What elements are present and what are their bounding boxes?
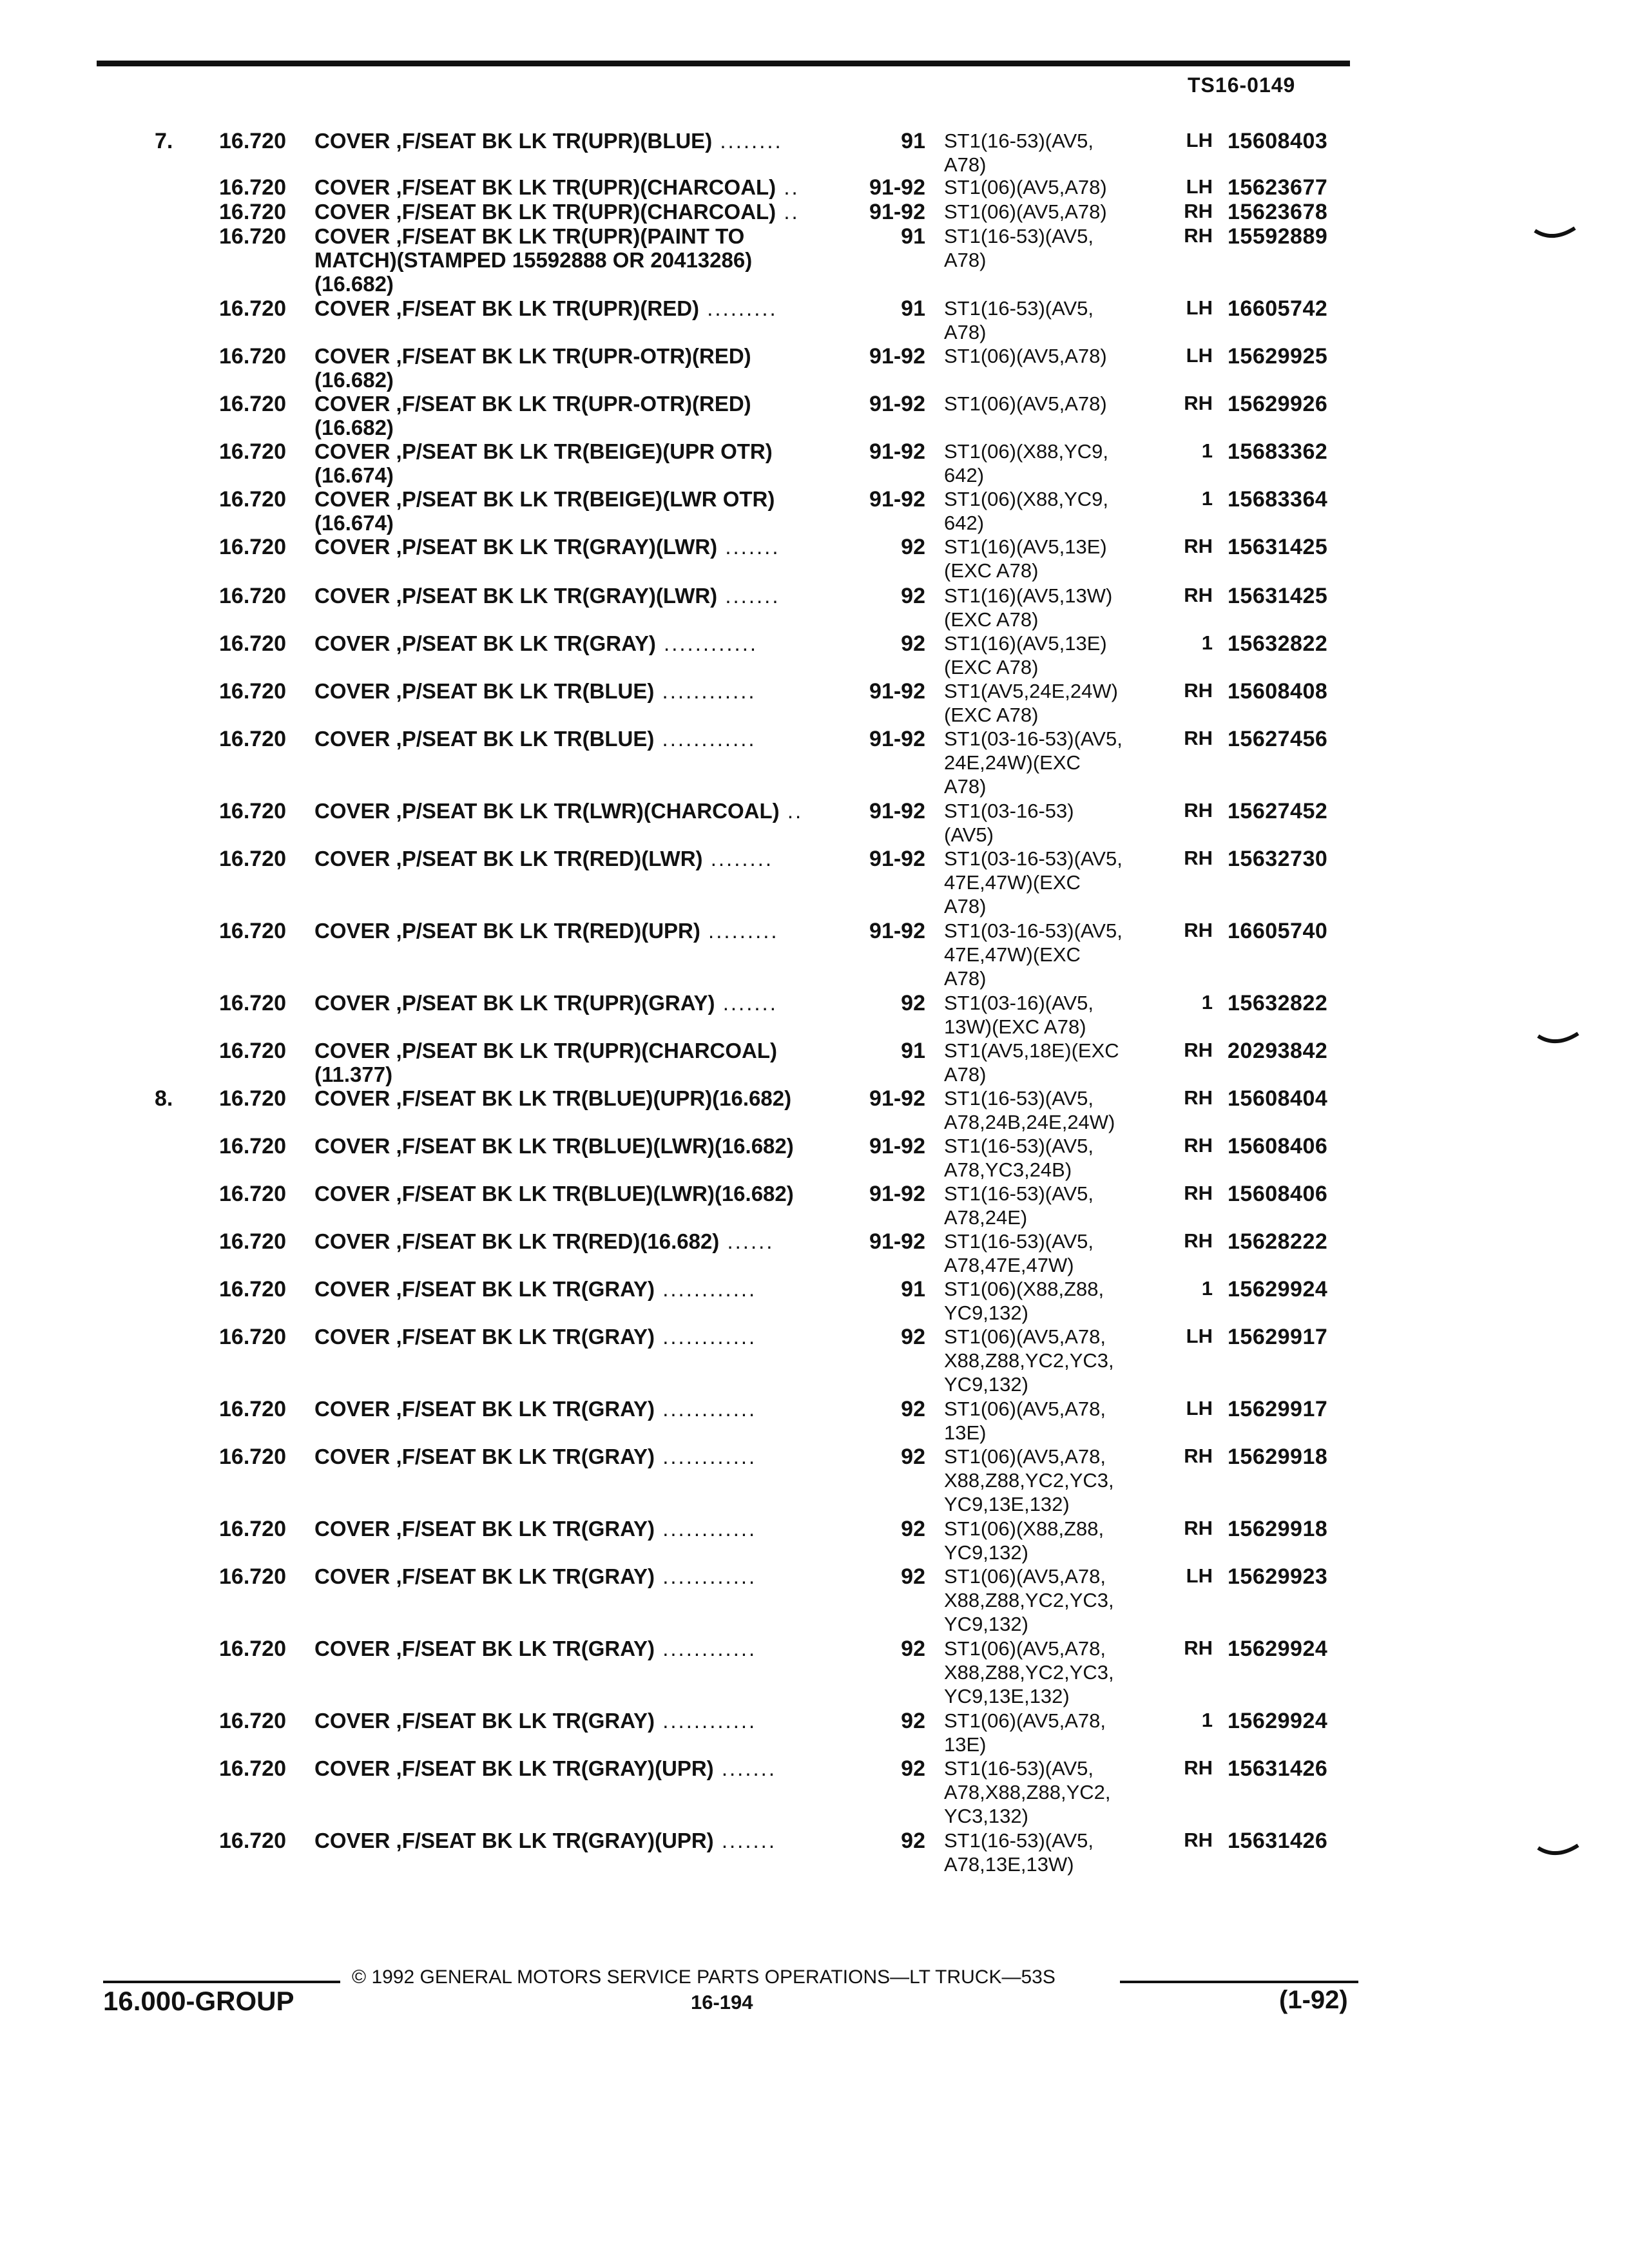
- part-description: [314, 1086, 856, 1110]
- group-number: 16.720: [219, 1756, 286, 1781]
- quantity: LH: [1186, 296, 1213, 319]
- part-description: [314, 1039, 856, 1086]
- group-number: 16.720: [219, 1325, 286, 1349]
- group-number: 16.720: [219, 487, 286, 512]
- ref-number: 8.: [155, 1086, 173, 1111]
- part-number: 15629923: [1228, 1564, 1328, 1589]
- quantity: 1: [1201, 631, 1213, 654]
- part-number: 15629918: [1228, 1445, 1328, 1469]
- group-number: 16.720: [219, 1229, 286, 1254]
- leader-dots: .......: [717, 584, 780, 608]
- model-years: 91-92: [869, 679, 925, 704]
- model-years: 91-92: [869, 847, 925, 871]
- model-years: 91: [901, 1039, 925, 1063]
- model-years: 91: [901, 224, 925, 249]
- group-number: 16.720: [219, 1709, 286, 1733]
- model-applicability: ST1(16-53)(AV5, A78,YC3,24B): [944, 1135, 1094, 1181]
- quantity: RH: [1184, 1086, 1213, 1109]
- part-number: 15632730: [1228, 847, 1328, 871]
- part-description: [314, 224, 856, 296]
- quantity: RH: [1184, 535, 1213, 557]
- part-number: 15608406: [1228, 1134, 1328, 1158]
- part-number: 15631425: [1228, 535, 1328, 559]
- group-number: 16.720: [219, 296, 286, 321]
- model-applicability: ST1(16-53)(AV5, A78,13E,13W): [944, 1829, 1094, 1876]
- group-number: 16.720: [219, 439, 286, 464]
- part-description: [314, 847, 856, 870]
- part-number: 15629925: [1228, 344, 1328, 369]
- description-text: COVER ,F/SEAT BK LK TR(GRAY): [314, 1277, 655, 1301]
- model-applicability: ST1(03-16-53)(AV5, 47E,47W)(EXC A78): [944, 847, 1123, 918]
- leader-dots: .......: [713, 1829, 777, 1852]
- part-number: 15629924: [1228, 1637, 1328, 1661]
- quantity: LH: [1186, 1397, 1213, 1419]
- part-number: 15592889: [1228, 224, 1328, 249]
- binder-mark-icon: [1537, 1843, 1579, 1860]
- model-years: 91-92: [869, 1134, 925, 1158]
- model-years: 91: [901, 296, 925, 321]
- leader-dots: .........: [699, 296, 778, 320]
- leader-dots: ............: [655, 1445, 757, 1468]
- group-number: 16.720: [219, 535, 286, 559]
- quantity: RH: [1184, 584, 1213, 606]
- quantity: RH: [1184, 392, 1213, 414]
- model-years: 92: [901, 631, 925, 656]
- description-text: COVER ,P/SEAT BK LK TR(RED)(UPR): [314, 919, 700, 943]
- description-text: COVER ,F/SEAT BK LK TR(UPR-OTR)(RED) (16.682): [314, 392, 751, 439]
- model-applicability: ST1(03-16-53)(AV5, 24E,24W)(EXC A78): [944, 727, 1123, 798]
- part-description: [314, 1637, 856, 1660]
- part-description: [314, 535, 856, 559]
- description-text: COVER ,F/SEAT BK LK TR(GRAY): [314, 1445, 655, 1468]
- quantity: RH: [1184, 799, 1213, 822]
- group-number: 16.720: [219, 1277, 286, 1302]
- model-years: 92: [901, 1709, 925, 1733]
- model-applicability: ST1(06)(AV5,A78, 13E): [944, 1398, 1106, 1444]
- footer-rule-right: [1120, 1981, 1358, 1983]
- leader-dots: ............: [655, 631, 758, 655]
- part-number: 15608404: [1228, 1086, 1328, 1111]
- part-description: [314, 487, 856, 535]
- description-text: COVER ,F/SEAT BK LK TR(BLUE)(LWR)(16.682): [314, 1182, 794, 1206]
- description-text: COVER ,F/SEAT BK LK TR(GRAY): [314, 1325, 655, 1349]
- model-applicability: ST1(06)(X88,YC9, 642): [944, 440, 1108, 486]
- part-description: [314, 631, 856, 655]
- model-applicability: ST1(16)(AV5,13E) (EXC A78): [944, 535, 1107, 582]
- part-description: [314, 1397, 856, 1421]
- quantity: RH: [1184, 1637, 1213, 1659]
- model-years: 92: [901, 1637, 925, 1661]
- leader-dots: ............: [655, 1637, 757, 1660]
- description-text: COVER ,P/SEAT BK LK TR(UPR)(GRAY): [314, 991, 715, 1015]
- quantity: 1: [1201, 1709, 1213, 1731]
- quantity: LH: [1186, 344, 1213, 367]
- part-description: [314, 919, 856, 943]
- part-description: [314, 1709, 856, 1733]
- description-text: COVER ,P/SEAT BK LK TR(BLUE): [314, 679, 655, 703]
- part-number: 15631425: [1228, 584, 1328, 608]
- model-applicability: ST1(06)(AV5,A78, X88,Z88,YC2,YC3, YC9,132): [944, 1325, 1114, 1396]
- quantity: RH: [1184, 847, 1213, 869]
- model-applicability: ST1(06)(X88,Z88, YC9,132): [944, 1278, 1104, 1324]
- quantity: RH: [1184, 1756, 1213, 1779]
- part-description: [314, 1517, 856, 1541]
- model-applicability: ST1(16-53)(AV5, A78,24E): [944, 1182, 1094, 1229]
- quantity: LH: [1186, 175, 1213, 198]
- model-years: 91-92: [869, 727, 925, 751]
- description-text: COVER ,F/SEAT BK LK TR(UPR)(CHARCOAL): [314, 175, 776, 199]
- leader-dots: .........: [700, 919, 779, 943]
- part-description: [314, 1229, 856, 1253]
- group-number: 16.720: [219, 344, 286, 369]
- group-number: 16.720: [219, 1397, 286, 1421]
- model-years: 92: [901, 1325, 925, 1349]
- leader-dots: ..: [776, 200, 800, 224]
- part-number: 15683362: [1228, 439, 1328, 464]
- group-number: 16.720: [219, 1086, 286, 1111]
- model-years: 91: [901, 129, 925, 153]
- group-number: 16.720: [219, 175, 286, 200]
- quantity: RH: [1184, 1445, 1213, 1467]
- group-number: 16.720: [219, 679, 286, 704]
- quantity: LH: [1186, 1325, 1213, 1347]
- part-number: 15631426: [1228, 1829, 1328, 1853]
- footer-page-number: 16-194: [691, 1991, 753, 2013]
- model-years: 92: [901, 584, 925, 608]
- leader-dots: .......: [713, 1756, 777, 1780]
- part-description: [314, 439, 856, 487]
- model-years: 91-92: [869, 1229, 925, 1254]
- model-years: 91-92: [869, 1182, 925, 1206]
- model-applicability: ST1(06)(AV5,A78, X88,Z88,YC2,YC3, YC9,132): [944, 1565, 1114, 1635]
- description-text: COVER ,F/SEAT BK LK TR(GRAY): [314, 1517, 655, 1541]
- model-years: 92: [901, 991, 925, 1015]
- group-number: 16.720: [219, 1517, 286, 1541]
- leader-dots: ............: [654, 679, 757, 703]
- model-applicability: ST1(16-53)(AV5, A78): [944, 225, 1094, 271]
- part-description: [314, 1277, 856, 1301]
- group-number: 16.720: [219, 799, 286, 823]
- description-text: COVER ,F/SEAT BK LK TR(UPR)(BLUE): [314, 129, 713, 153]
- description-text: COVER ,F/SEAT BK LK TR(BLUE)(LWR)(16.682): [314, 1134, 794, 1158]
- leader-dots: ............: [654, 727, 757, 751]
- part-description: [314, 1829, 856, 1852]
- model-applicability: ST1(16-53)(AV5, A78): [944, 297, 1094, 343]
- description-text: COVER ,F/SEAT BK LK TR(UPR)(PAINT TO MATCH)(STAMPED 15592888 OR 20413286) (16.682): [314, 224, 753, 296]
- model-applicability: ST1(16-53)(AV5, A78,47E,47W): [944, 1230, 1094, 1276]
- model-years: 92: [901, 1829, 925, 1853]
- part-description: [314, 344, 856, 392]
- group-number: 16.720: [219, 1829, 286, 1853]
- model-years: 92: [901, 535, 925, 559]
- part-number: 15632822: [1228, 631, 1328, 656]
- description-text: COVER ,F/SEAT BK LK TR(BLUE)(UPR)(16.682): [314, 1086, 792, 1110]
- group-number: 16.720: [219, 847, 286, 871]
- model-years: 91-92: [869, 175, 925, 200]
- quantity: RH: [1184, 727, 1213, 749]
- description-text: COVER ,P/SEAT BK LK TR(GRAY): [314, 631, 656, 655]
- quantity: RH: [1184, 1182, 1213, 1204]
- part-description: [314, 1756, 856, 1780]
- leader-dots: ......: [719, 1229, 775, 1253]
- quantity: RH: [1184, 919, 1213, 941]
- model-years: 91: [901, 1277, 925, 1302]
- description-text: COVER ,P/SEAT BK LK TR(BEIGE)(UPR OTR) (16.674): [314, 439, 773, 487]
- group-number: 16.720: [219, 631, 286, 656]
- leader-dots: ..: [779, 799, 804, 823]
- description-text: COVER ,P/SEAT BK LK TR(RED)(LWR): [314, 847, 703, 870]
- quantity: RH: [1184, 200, 1213, 222]
- description-text: COVER ,F/SEAT BK LK TR(GRAY): [314, 1564, 655, 1588]
- part-description: [314, 296, 856, 320]
- quantity: RH: [1184, 1039, 1213, 1061]
- part-description: [314, 175, 856, 199]
- model-years: 91-92: [869, 200, 925, 224]
- model-applicability: ST1(06)(AV5,A78): [944, 392, 1107, 415]
- model-applicability: ST1(AV5,18E)(EXC A78): [944, 1039, 1119, 1086]
- part-description: [314, 1445, 856, 1468]
- part-description: [314, 392, 856, 439]
- part-number: 20293842: [1228, 1039, 1328, 1063]
- group-number: 16.720: [219, 224, 286, 249]
- description-text: COVER ,F/SEAT BK LK TR(RED)(16.682): [314, 1229, 720, 1253]
- part-number: 15623677: [1228, 175, 1328, 200]
- quantity: RH: [1184, 1134, 1213, 1157]
- binder-mark-icon: [1537, 1031, 1579, 1048]
- model-applicability: ST1(03-16-53)(AV5, 47E,47W)(EXC A78): [944, 919, 1123, 990]
- part-number: 16605740: [1228, 919, 1328, 943]
- description-text: COVER ,P/SEAT BK LK TR(UPR)(CHARCOAL) (11.377): [314, 1039, 778, 1086]
- group-number: 16.720: [219, 1039, 286, 1063]
- group-number: 16.720: [219, 129, 286, 153]
- quantity: RH: [1184, 679, 1213, 702]
- description-text: COVER ,F/SEAT BK LK TR(UPR-OTR)(RED) (16.682): [314, 344, 751, 392]
- description-text: COVER ,P/SEAT BK LK TR(BEIGE)(LWR OTR) (16.674): [314, 487, 775, 535]
- model-applicability: ST1(06)(AV5,A78, X88,Z88,YC2,YC3, YC9,13E,132): [944, 1445, 1114, 1515]
- group-number: 16.720: [219, 991, 286, 1015]
- part-number: 15627452: [1228, 799, 1328, 823]
- part-number: 15629924: [1228, 1709, 1328, 1733]
- description-text: COVER ,P/SEAT BK LK TR(LWR)(CHARCOAL): [314, 799, 780, 823]
- description-text: COVER ,F/SEAT BK LK TR(GRAY)(UPR): [314, 1829, 714, 1852]
- model-years: 91-92: [869, 392, 925, 416]
- model-applicability: ST1(06)(X88,YC9, 642): [944, 488, 1108, 534]
- part-description: [314, 679, 856, 703]
- part-number: 15683364: [1228, 487, 1328, 512]
- leader-dots: ............: [655, 1397, 757, 1421]
- part-description: [314, 1325, 856, 1349]
- part-number: 15631426: [1228, 1756, 1328, 1781]
- model-applicability: ST1(16-53)(AV5, A78,24B,24E,24W): [944, 1087, 1115, 1133]
- part-description: [314, 799, 856, 823]
- quantity: RH: [1184, 1517, 1213, 1539]
- model-years: 91-92: [869, 799, 925, 823]
- model-applicability: ST1(AV5,24E,24W) (EXC A78): [944, 680, 1118, 726]
- group-number: 16.720: [219, 1637, 286, 1661]
- model-years: 92: [901, 1517, 925, 1541]
- model-applicability: ST1(16-53)(AV5, A78): [944, 130, 1094, 176]
- model-years: 92: [901, 1397, 925, 1421]
- leader-dots: ............: [655, 1277, 757, 1301]
- binder-mark-icon: [1534, 226, 1576, 242]
- model-years: 91-92: [869, 919, 925, 943]
- model-applicability: ST1(03-16-53) (AV5): [944, 800, 1074, 846]
- model-applicability: ST1(16-53)(AV5, A78,X88,Z88,YC2, YC3,132): [944, 1757, 1111, 1827]
- quantity: 1: [1201, 487, 1213, 510]
- part-description: [314, 584, 856, 608]
- model-applicability: ST1(06)(AV5,A78): [944, 200, 1107, 223]
- part-number: 15632822: [1228, 991, 1328, 1015]
- part-description: [314, 1182, 856, 1206]
- description-text: COVER ,F/SEAT BK LK TR(UPR)(RED): [314, 296, 700, 320]
- footer-date-code: (1-92): [1279, 1986, 1348, 2014]
- model-applicability: ST1(06)(AV5,A78, X88,Z88,YC2,YC3, YC9,13E,132): [944, 1637, 1114, 1707]
- group-number: 16.720: [219, 1564, 286, 1589]
- model-applicability: ST1(16)(AV5,13E) (EXC A78): [944, 632, 1107, 678]
- part-number: 15627456: [1228, 727, 1328, 751]
- group-number: 16.720: [219, 392, 286, 416]
- part-description: [314, 129, 856, 153]
- part-description: [314, 1564, 856, 1588]
- group-number: 16.720: [219, 200, 286, 224]
- description-text: COVER ,F/SEAT BK LK TR(GRAY): [314, 1637, 655, 1660]
- leader-dots: ........: [712, 129, 783, 153]
- description-text: COVER ,P/SEAT BK LK TR(GRAY)(LWR): [314, 535, 718, 559]
- quantity: 1: [1201, 991, 1213, 1014]
- footer-group-label: 16.000-GROUP: [103, 1986, 294, 2016]
- footer-copyright: © 1992 GENERAL MOTORS SERVICE PARTS OPERATIONS—LT TRUCK—53S: [352, 1966, 1055, 1988]
- part-number: 15608406: [1228, 1182, 1328, 1206]
- description-text: COVER ,F/SEAT BK LK TR(GRAY): [314, 1397, 655, 1421]
- description-text: COVER ,P/SEAT BK LK TR(BLUE): [314, 727, 655, 751]
- leader-dots: ............: [655, 1517, 757, 1541]
- description-text: COVER ,F/SEAT BK LK TR(UPR)(CHARCOAL): [314, 200, 776, 224]
- leader-dots: ..: [776, 175, 800, 199]
- part-description: [314, 200, 856, 224]
- group-number: 16.720: [219, 584, 286, 608]
- leader-dots: ............: [655, 1564, 757, 1588]
- model-applicability: ST1(06)(AV5,A78): [944, 345, 1107, 367]
- model-years: 91-92: [869, 487, 925, 512]
- part-number: 15629926: [1228, 392, 1328, 416]
- description-text: COVER ,F/SEAT BK LK TR(GRAY): [314, 1709, 655, 1733]
- model-years: 92: [901, 1756, 925, 1781]
- part-number: 15628222: [1228, 1229, 1328, 1254]
- group-number: 16.720: [219, 727, 286, 751]
- part-description: [314, 991, 856, 1015]
- leader-dots: ............: [655, 1709, 757, 1733]
- ref-number: 7.: [155, 129, 173, 153]
- part-number: 15629918: [1228, 1517, 1328, 1541]
- leader-dots: .......: [715, 991, 778, 1015]
- group-number: 16.720: [219, 1445, 286, 1469]
- model-years: 92: [901, 1564, 925, 1589]
- quantity: RH: [1184, 1229, 1213, 1252]
- description-text: COVER ,P/SEAT BK LK TR(GRAY)(LWR): [314, 584, 718, 608]
- quantity: 1: [1201, 439, 1213, 462]
- description-text: COVER ,F/SEAT BK LK TR(GRAY)(UPR): [314, 1756, 714, 1780]
- group-number: 16.720: [219, 1182, 286, 1206]
- quantity: RH: [1184, 224, 1213, 247]
- leader-dots: ............: [655, 1325, 757, 1349]
- model-applicability: ST1(03-16)(AV5, 13W)(EXC A78): [944, 992, 1094, 1038]
- group-number: 16.720: [219, 919, 286, 943]
- part-description: [314, 1134, 856, 1158]
- page-code: TS16-0149: [1188, 73, 1296, 97]
- part-description: [314, 727, 856, 751]
- part-number: 15629917: [1228, 1397, 1328, 1421]
- quantity: LH: [1186, 129, 1213, 151]
- model-years: 91-92: [869, 1086, 925, 1111]
- quantity: RH: [1184, 1829, 1213, 1851]
- leader-dots: .......: [717, 535, 780, 559]
- part-number: 15608408: [1228, 679, 1328, 704]
- model-years: 91-92: [869, 344, 925, 369]
- part-number: 15629924: [1228, 1277, 1328, 1302]
- model-applicability: ST1(06)(AV5,A78): [944, 176, 1107, 198]
- model-applicability: ST1(06)(X88,Z88, YC9,132): [944, 1517, 1104, 1564]
- group-number: 16.720: [219, 1134, 286, 1158]
- leader-dots: ........: [702, 847, 774, 870]
- quantity: LH: [1186, 1564, 1213, 1587]
- footer-rule-left: [103, 1981, 340, 1983]
- model-applicability: ST1(06)(AV5,A78, 13E): [944, 1709, 1106, 1756]
- model-years: 91-92: [869, 439, 925, 464]
- model-years: 92: [901, 1445, 925, 1469]
- part-number: 16605742: [1228, 296, 1328, 321]
- part-number: 15629917: [1228, 1325, 1328, 1349]
- model-applicability: ST1(16)(AV5,13W) (EXC A78): [944, 584, 1113, 631]
- quantity: 1: [1201, 1277, 1213, 1300]
- part-number: 15608403: [1228, 129, 1328, 153]
- part-number: 15623678: [1228, 200, 1328, 224]
